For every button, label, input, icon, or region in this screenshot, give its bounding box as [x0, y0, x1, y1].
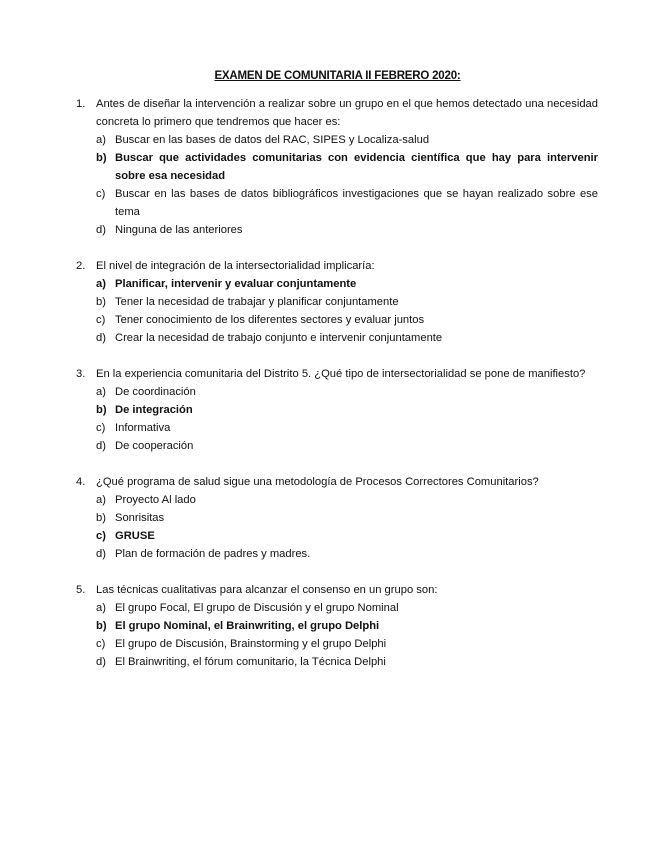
- option-list: [76, 599, 598, 671]
- option-b-correct: [76, 401, 598, 419]
- option-text: Proyecto Al lado: [115, 494, 196, 506]
- option-c: [76, 419, 598, 437]
- option-b: [76, 509, 598, 527]
- question-stem: [76, 365, 598, 383]
- option-letter: d): [96, 656, 106, 668]
- option-d: [76, 545, 598, 563]
- option-a: [76, 491, 598, 509]
- option-list: [76, 275, 598, 347]
- question-stem: [76, 473, 598, 491]
- option-a: [76, 599, 598, 617]
- option-list: [76, 383, 598, 455]
- option-text: Planificar, intervenir y evaluar conjuntamente: [115, 278, 357, 290]
- option-letter: a): [96, 386, 106, 398]
- question-2: [76, 257, 598, 347]
- question-stem: [76, 257, 598, 275]
- option-text: Buscar que actividades comunitarias con evidencia científica que hay para intervenir sobre esa necesidad: [115, 152, 598, 182]
- option-c-correct: [76, 527, 598, 545]
- option-b: [76, 293, 598, 311]
- question-list: [76, 95, 598, 689]
- option-letter: d): [96, 440, 106, 452]
- option-text: Informativa: [115, 422, 171, 434]
- option-text: GRUSE: [115, 530, 155, 542]
- option-text: De cooperación: [115, 440, 194, 452]
- option-letter: a): [96, 278, 106, 290]
- option-text: El grupo Nominal, el Brainwriting, el grupo Delphi: [115, 620, 380, 632]
- option-letter: d): [96, 548, 106, 560]
- option-text: Sonrisitas: [115, 512, 165, 524]
- question-text: Antes de diseñar la intervención a realizar sobre un grupo en el que hemos detectado una necesidad concreta lo primero que tendremos que hacer es:: [96, 98, 598, 128]
- option-d: [76, 329, 598, 347]
- option-letter: c): [96, 314, 106, 326]
- option-text: Tener la necesidad de trabajar y planificar conjuntamente: [115, 296, 399, 308]
- option-list: [76, 131, 598, 239]
- option-text: De integración: [115, 404, 193, 416]
- option-a: [76, 131, 598, 149]
- option-letter: b): [96, 296, 106, 308]
- question-4: [76, 473, 598, 563]
- option-a-correct: [76, 275, 598, 293]
- option-letter: c): [96, 188, 106, 200]
- option-b-correct: [76, 149, 598, 185]
- option-letter: a): [96, 602, 106, 614]
- question-5: [76, 581, 598, 671]
- question-stem: [76, 581, 598, 599]
- page-title: EXAMEN DE COMUNITARIA II FEBRERO 2020:: [214, 70, 461, 82]
- option-text: Tener conocimiento de los diferentes sectores y evaluar juntos: [115, 314, 425, 326]
- option-letter: c): [96, 530, 106, 542]
- option-d: [76, 437, 598, 455]
- option-a: [76, 383, 598, 401]
- option-text: Ninguna de las anteriores: [115, 224, 243, 236]
- option-text: Crear la necesidad de trabajo conjunto e intervenir conjuntamente: [115, 332, 443, 344]
- option-list: [76, 491, 598, 563]
- option-letter: b): [96, 152, 107, 164]
- question-1: [76, 95, 598, 239]
- option-text: De coordinación: [115, 386, 196, 398]
- question-number: 3.: [76, 368, 86, 380]
- option-c: [76, 311, 598, 329]
- option-b-correct: [76, 617, 598, 635]
- option-letter: d): [96, 332, 106, 344]
- option-text: Buscar en las bases de datos bibliográficos investigaciones que se hayan realizado sobre ese tema: [115, 188, 598, 218]
- option-letter: d): [96, 224, 106, 236]
- option-c: [76, 635, 598, 653]
- question-number: 2.: [76, 260, 86, 272]
- option-text: El grupo de Discusión, Brainstorming y el grupo Delphi: [115, 638, 387, 650]
- question-3: [76, 365, 598, 455]
- question-text: El nivel de integración de la intersectorialidad implicaría:: [96, 260, 375, 272]
- option-d: [76, 221, 598, 239]
- option-letter: c): [96, 638, 106, 650]
- question-number: 4.: [76, 476, 86, 488]
- option-text: El Brainwriting, el fórum comunitario, la Técnica Delphi: [115, 656, 386, 668]
- option-text: Buscar en las bases de datos del RAC, SIPES y Localiza-salud: [115, 134, 430, 146]
- option-letter: a): [96, 134, 106, 146]
- option-d: [76, 653, 598, 671]
- option-letter: c): [96, 422, 106, 434]
- option-letter: b): [96, 620, 107, 632]
- option-text: El grupo Focal, El grupo de Discusión y el grupo Nominal: [115, 602, 399, 614]
- question-text: ¿Qué programa de salud sigue una metodología de Procesos Correctores Comunitarios?: [96, 476, 539, 488]
- question-stem: [76, 95, 598, 131]
- option-c: [76, 185, 598, 221]
- question-text: En la experiencia comunitaria del Distrito 5. ¿Qué tipo de intersectorialidad se pone de manifiesto?: [96, 368, 586, 380]
- question-number: 5.: [76, 584, 86, 596]
- question-text: Las técnicas cualitativas para alcanzar el consenso en un grupo son:: [96, 584, 438, 596]
- question-number: 1.: [76, 98, 86, 110]
- option-letter: a): [96, 494, 106, 506]
- option-text: Plan de formación de padres y madres.: [115, 548, 311, 560]
- option-letter: b): [96, 404, 107, 416]
- option-letter: b): [96, 512, 106, 524]
